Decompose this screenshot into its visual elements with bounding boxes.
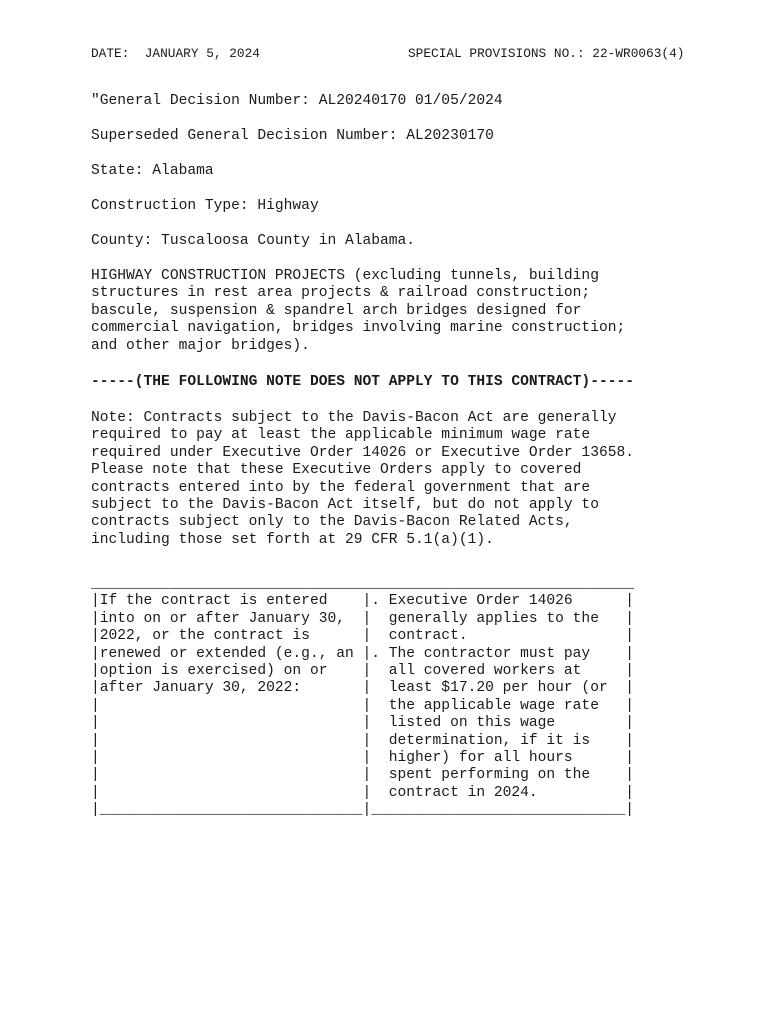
special-provisions-number: SPECIAL PROVISIONS NO.: 22-WR0063(4) <box>408 46 685 61</box>
scope-paragraph: HIGHWAY CONSTRUCTION PROJECTS (excluding tunnels, building structures in rest area projects & railroad construction; bascule, suspension & spandrel arch bridges designed for commercial navigation, bridges involving marine construction; and other major bridges). <box>91 268 626 354</box>
note-heading: -----(THE FOLLOWING NOTE DOES NOT APPLY TO THIS CONTRACT)----- <box>91 374 634 390</box>
document-date: DATE: JANUARY 5, 2024 <box>91 46 260 61</box>
wage-table: ______________________________________________________________ |If the contract is entered |. Executive Order 14026 | |into on or after January 30, | generally applies to the | |2022, or the contract is | contract. | |renewed or extended (e.g., an |. The contractor must pay | |option is exercised) on or | all covered workers at | |after January 30, 2022: | least $17.20 per hour (or | | | the applicable wage rate | | | listed on this wage | | | determination, if it is | | | higher) for all hours | | | spent performing on the | | | contract in 2024. | |______________________________|_____________________________| <box>91 576 634 819</box>
note-paragraph: Note: Contracts subject to the Davis-Bacon Act are generally required to pay at least the applicable minimum wage rate required under Executive Order 14026 or Executive Order 13658. Please note that these Executive Orders apply to covered contracts entered into by the federal government that are subject to the Davis-Bacon Act itself, but do not apply to contracts subject only to the Davis-Bacon Related Acts, including those set forth at 29 CFR 5.1(a)(1). <box>91 410 634 548</box>
county-line: County: Tuscaloosa County in Alabama. <box>91 233 416 249</box>
superseded-decision-number: Superseded General Decision Number: AL20230170 <box>91 128 494 144</box>
general-decision-number: "General Decision Number: AL20240170 01/05/2024 <box>91 93 503 109</box>
state-line: State: Alabama <box>91 163 214 179</box>
construction-type-line: Construction Type: Highway <box>91 198 319 214</box>
